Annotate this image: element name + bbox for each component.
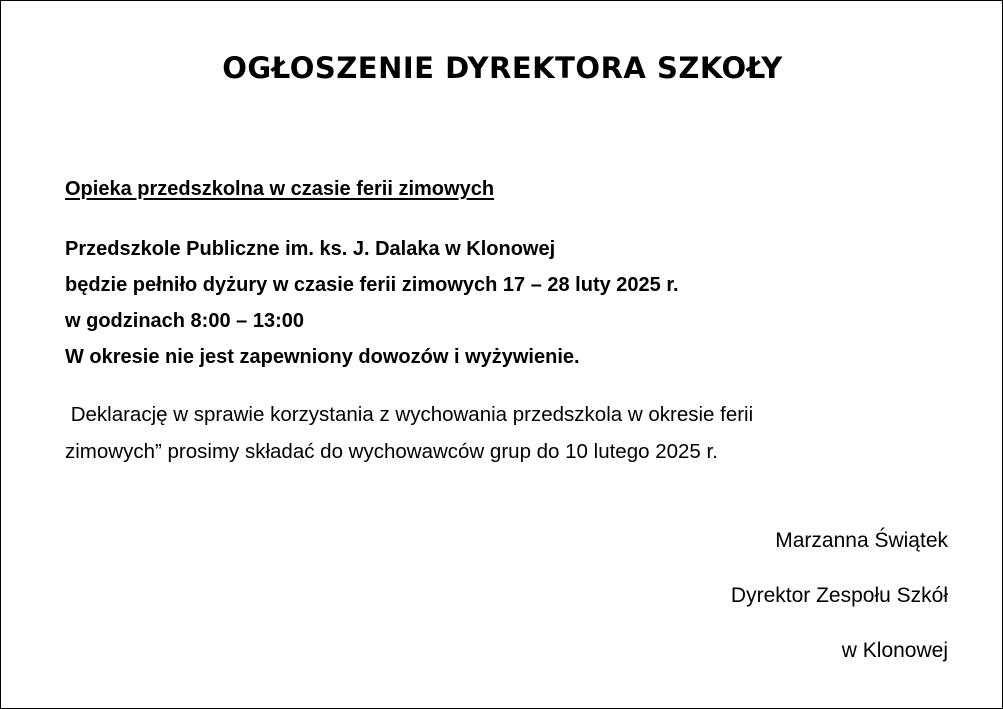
duty-line-2: będzie pełniło dyżury w czasie ferii zimowych 17 – 28 luty 2025 r. <box>65 274 679 296</box>
signature-role: Dyrektor Zespołu Szkół <box>730 584 948 607</box>
duty-info-block <box>65 231 679 375</box>
declaration-line-2: zimowych” prosimy składać do wychowawców grup do 10 lutego 2025 r. <box>65 440 718 463</box>
declaration-paragraph <box>65 396 753 470</box>
duty-line-1: Przedszkole Publiczne im. ks. J. Dalaka w Klonowej <box>65 238 556 260</box>
signature-location: w Klonowej <box>841 639 948 662</box>
subheading: Opieka przedszkolna w czasie ferii zimowych <box>65 178 495 200</box>
signature-block <box>731 523 948 688</box>
signature-name: Marzanna Świątek <box>775 529 948 552</box>
announcement-title: OGŁOSZENIE DYREKTORA SZKOŁY <box>222 51 783 85</box>
duty-line-4: W okresie nie jest zapewniony dowozów i wyżywienie. <box>65 346 580 368</box>
duty-line-3: w godzinach 8:00 – 13:00 <box>65 310 304 332</box>
declaration-line-1: Deklarację w sprawie korzystania z wychowania przedszkola w okresie ferii <box>65 403 754 426</box>
